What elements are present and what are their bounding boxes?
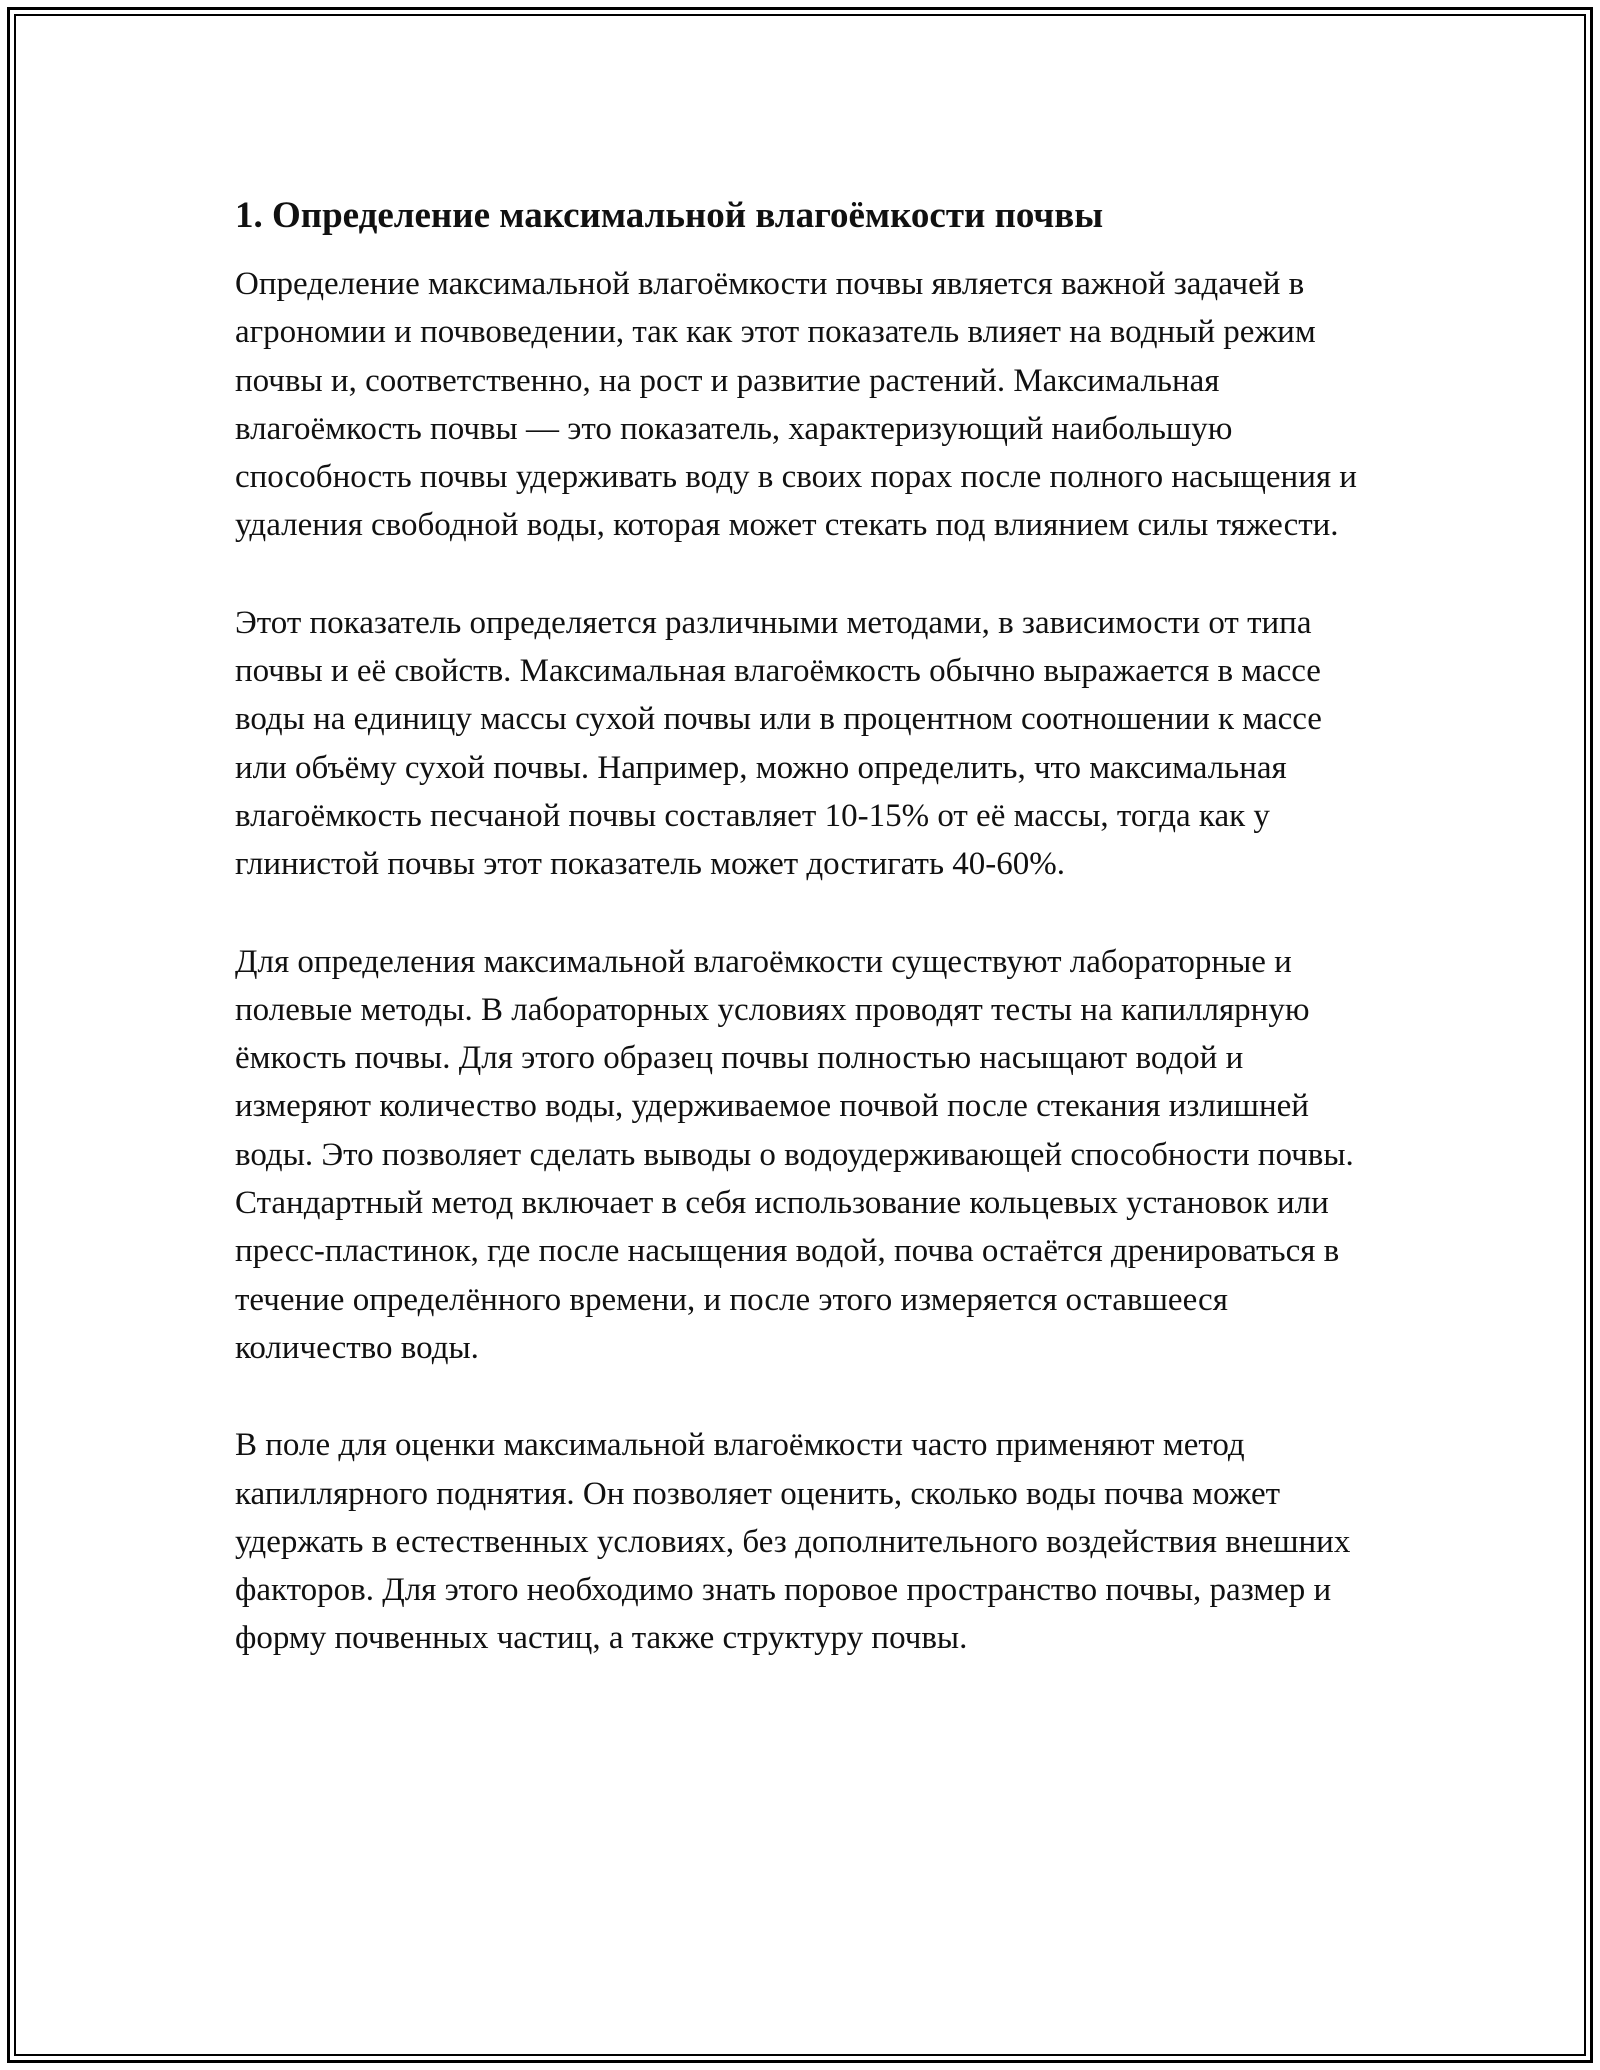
paragraph-field-methods: В поле для оценки максимальной влагоёмкости часто применяют метод капиллярного поднятия. Он позволяет оценить, сколько воды почва может удержать в естественных условиях, без дополнительного воздействия внешних факторов. Для этого необходимо знать поровое пространство почвы, размер и форму почвенных частиц, а также структуру почвы. — [235, 1427, 1351, 1657]
paragraph-measurement: Этот показатель определяется различными методами, в зависимости от типа почвы и её свойств. Максимальная влагоёмкость обычно выражается в массе воды на единицу массы сухой почвы или в процентном соотношении к массе или объёму сухой почвы. Например, можно определить, что максимальная влагоёмкость песчаной почвы составляет 10-15% от её массы, тогда как у глинистой почвы этот показатель может достигать 40-60%. — [235, 604, 1322, 883]
paragraph-definition: Определение максимальной влагоёмкости почвы является важной задачей в агрономии и почвоведении, так как этот показатель влияет на водный режим почвы и, соответственно, на рост и развитие растений. Максимальная влагоёмкость почвы — это показатель, характеризующий наибольшую способность почвы удерживать воду в своих порах после полного насыщения и удаления свободной воды, которая может стекать под влиянием силы тяжести. — [235, 266, 1357, 544]
document-title: 1. Определение максимальной влагоёмкости почвы — [235, 195, 1104, 236]
paragraph-lab-methods: Для определения максимальной влагоёмкости существуют лабораторные и полевые методы. В лабораторных условиях проводят тесты на капиллярную ёмкость почвы. Для этого образец почвы полностью насыщают водой и измеряют количество воды, удерживаемое почвой после стекания излишней воды. Это позволяет сделать выводы о водоудерживающей способности почвы. Стандартный метод включает в себя использование кольцевых установок или пресс-пластинок, где после насыщения водой, почва остаётся дренироваться в течение определённого времени, и после этого измеряется оставшееся количество воды. — [235, 943, 1354, 1366]
document-body — [235, 188, 1375, 1663]
